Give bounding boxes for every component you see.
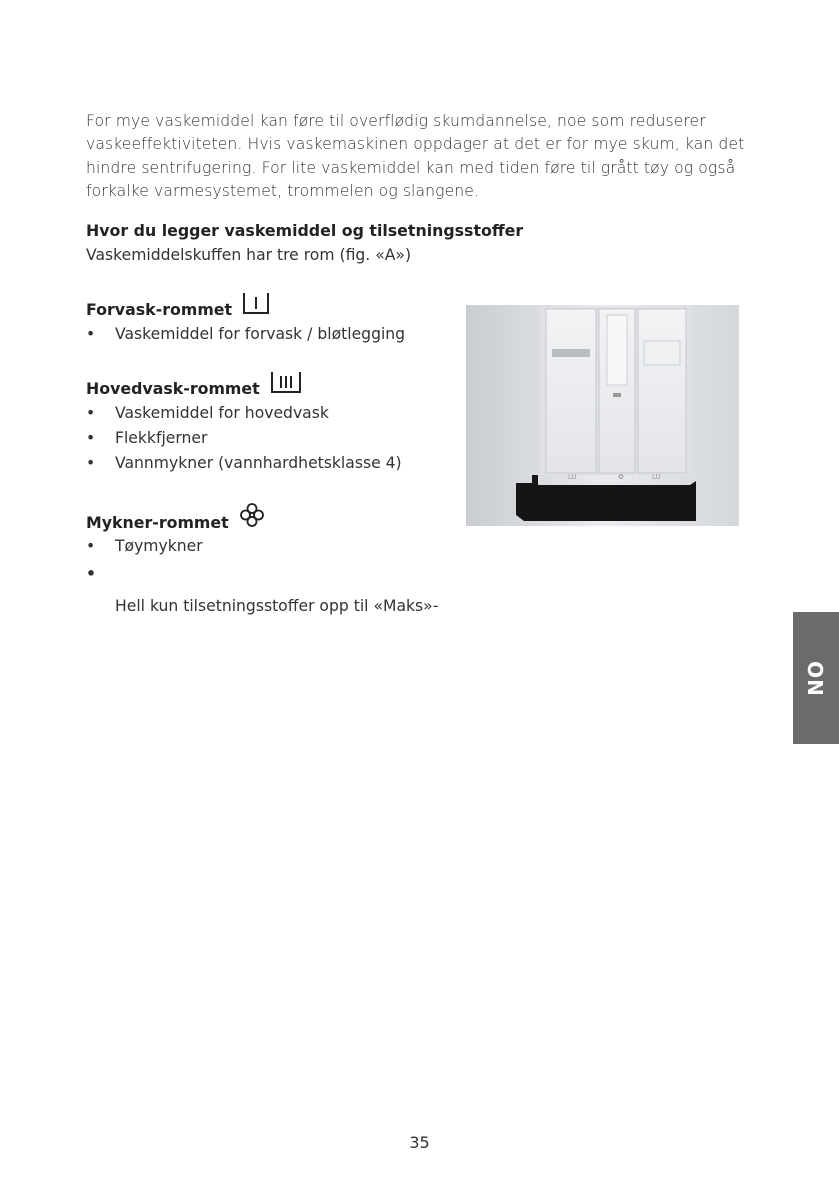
prewash-compartment-icon bbox=[242, 291, 270, 319]
language-tab-label: NO bbox=[804, 660, 828, 696]
page-number: 35 bbox=[409, 1133, 430, 1152]
mainwash-item: • Vaskemiddel for hovedvask bbox=[86, 404, 329, 422]
mainwash-compartment-icon bbox=[270, 370, 302, 398]
flower-softener-icon bbox=[239, 502, 265, 532]
softener-item: • Tøymykner bbox=[86, 537, 203, 555]
prewash-title: Forvask-rommet bbox=[86, 300, 233, 319]
language-tab bbox=[793, 612, 839, 744]
mainwash-item-text: Vannmykner (vannhardhetsklasse 4) bbox=[115, 454, 402, 472]
softener-heading bbox=[86, 502, 265, 532]
softener-item: • bbox=[86, 565, 96, 583]
detergent-drawer-image bbox=[466, 305, 739, 526]
prewash-item-text: Vaskemiddel for forvask / bløtlegging bbox=[115, 325, 406, 343]
placement-heading: Hvor du legger vaskemiddel og tilsetningsstoffer bbox=[86, 221, 524, 240]
prewash-heading bbox=[86, 291, 270, 319]
placement-text: Vaskemiddelskuffen har tre rom (fig. «A») bbox=[86, 246, 412, 264]
prewash-item: • Vaskemiddel for forvask / bløtlegging bbox=[86, 325, 406, 343]
softener-item-text: Tøymykner bbox=[115, 537, 203, 555]
intro-paragraph: For mye vaskemiddel kan føre til overflødig skumdannelse, noe som reduserer vaskeeffektiviteten. Hvis vaskemaskinen oppdager at det er for mye skum, kan det hindre sentrifugering. For lite vaskemiddel kan med tiden føre til grått tøy og også forkalke varmesystemet, trommelen og slangene. bbox=[86, 112, 745, 200]
svg-text:✿: ✿ bbox=[618, 473, 624, 481]
mainwash-item-text: Vaskemiddel for hovedvask bbox=[115, 404, 329, 422]
svg-text:LU: LU bbox=[652, 473, 661, 481]
mainwash-heading bbox=[86, 370, 302, 398]
mainwash-item: • Vannmykner (vannhardhetsklasse 4) bbox=[86, 454, 402, 472]
trailing-text: Hell kun tilsetningsstoffer opp til «Maks»- bbox=[115, 597, 439, 615]
softener-title: Mykner-rommet bbox=[86, 513, 229, 532]
svg-text:LU: LU bbox=[568, 473, 577, 481]
mainwash-title: Hovedvask-rommet bbox=[86, 379, 260, 398]
mainwash-item-text: Flekkfjerner bbox=[115, 429, 208, 447]
mainwash-item: • Flekkfjerner bbox=[86, 429, 208, 447]
